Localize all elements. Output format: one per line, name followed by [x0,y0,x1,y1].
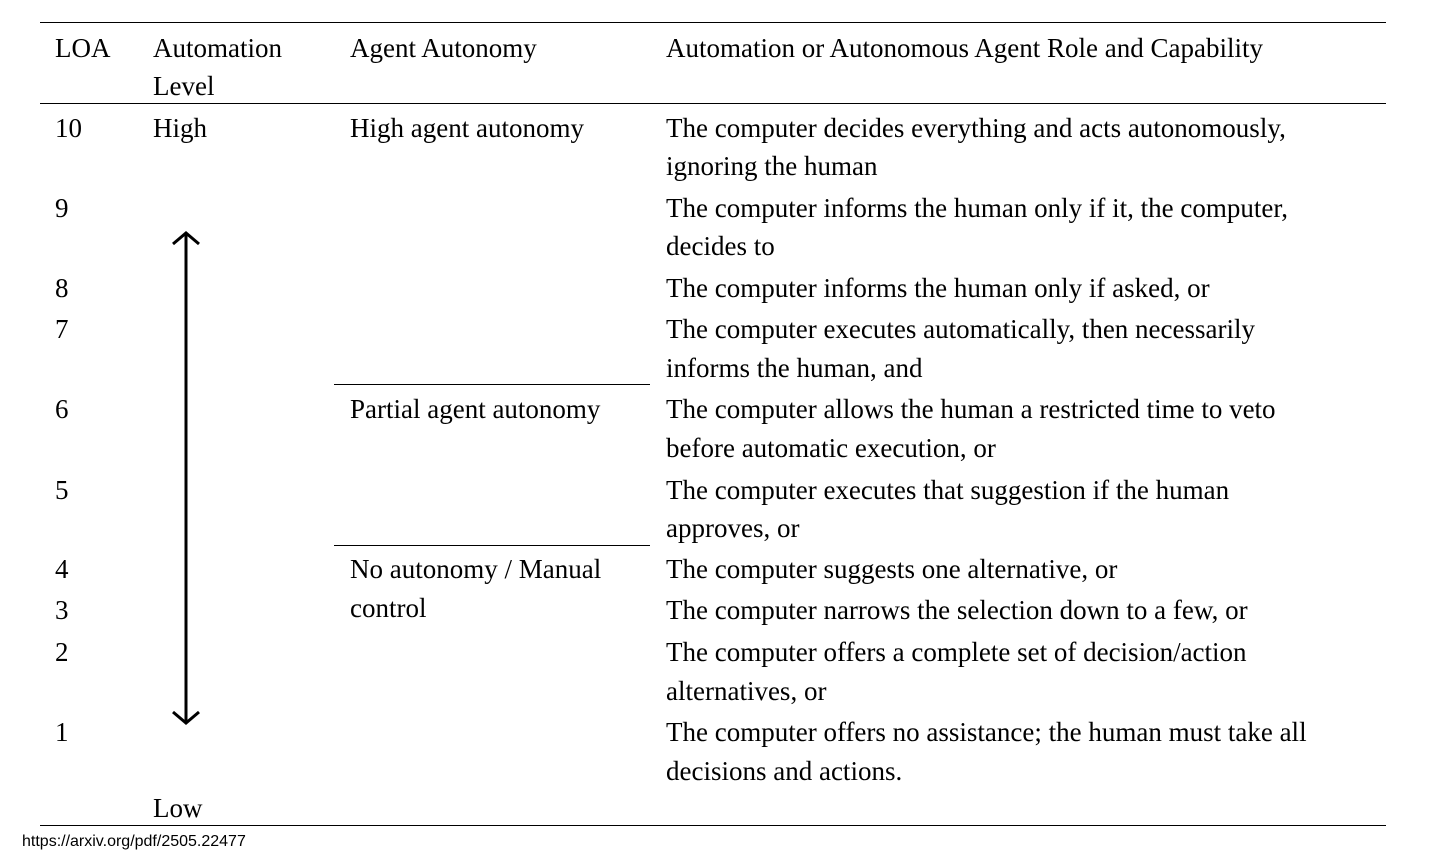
role-9-line2: decides to [666,231,775,261]
loa-1: 1 [55,717,69,747]
group-divider-none [334,545,650,546]
header-bottom-rule [40,103,1386,104]
loa-5: 5 [55,475,69,505]
header-automation-level: Automation [153,33,282,63]
group-divider-partial [334,384,650,385]
table-top-rule [40,22,1386,23]
autonomy-none-line2: control [350,593,427,623]
role-10-line2: ignoring the human [666,151,878,181]
role-10: The computer decides everything and acts autonomously, [666,113,1286,143]
role-6-line2: before automatic execution, or [666,433,996,463]
autonomy-partial: Partial agent autonomy [350,394,601,424]
role-7: The computer executes automatically, then necessarily [666,314,1256,344]
header-role-capability: Automation or Autonomous Agent Role and Capability [666,33,1263,63]
autonomy-none: No autonomy / Manual [350,554,602,584]
loa-2: 2 [55,637,69,667]
role-9: The computer informs the human only if it, the computer, [666,193,1289,223]
double-arrow-icon [168,228,204,728]
loa-3: 3 [55,595,69,625]
loa-4: 4 [55,554,69,584]
header-agent-autonomy: Agent Autonomy [350,33,537,63]
header-loa: LOA [55,33,111,63]
role-5-line2: approves, or [666,513,800,543]
level-low-label: Low [153,793,203,823]
source-url: https://arxiv.org/pdf/2505.22477 [22,833,246,850]
role-3: The computer narrows the selection down to a few, or [666,595,1248,625]
role-7-line2: informs the human, and [666,353,923,383]
loa-9: 9 [55,193,69,223]
role-8: The computer informs the human only if asked, or [666,273,1210,303]
header-automation-level-line2: Level [153,71,215,101]
loa-8: 8 [55,273,69,303]
loa-7: 7 [55,314,69,344]
autonomy-high: High agent autonomy [350,113,584,143]
loa-6: 6 [55,394,69,424]
role-4: The computer suggests one alternative, or [666,554,1118,584]
loa-10: 10 [55,113,82,143]
role-6: The computer allows the human a restricted time to veto [666,394,1276,424]
role-1-line2: decisions and actions. [666,756,903,786]
role-2-line2: alternatives, or [666,676,827,706]
level-high-label: High [153,113,207,143]
role-5: The computer executes that suggestion if the human [666,475,1230,505]
table-bottom-rule [40,825,1386,826]
role-2: The computer offers a complete set of decision/action [666,637,1247,667]
role-1: The computer offers no assistance; the human must take all [666,717,1307,747]
